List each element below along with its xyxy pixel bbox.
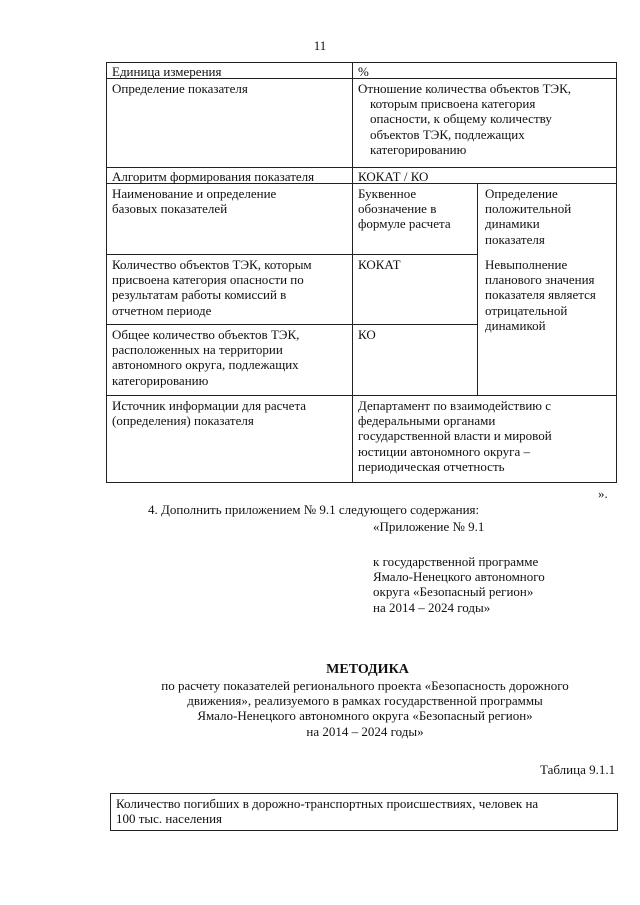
row1-code: КОКАТ (358, 257, 401, 272)
source-label: Источник информации для расчета (определения) показателя (112, 398, 307, 429)
base-label: Наименование и определение базовых показателей (112, 186, 277, 217)
closing-quote: ». (598, 486, 608, 501)
positive-header: Определение положительной динамики показателя (485, 186, 572, 247)
algorithm-value: КОКАТ / КО (358, 169, 429, 184)
appendix-title: «Приложение № 9.1 (373, 519, 485, 534)
row2-code: КО (358, 327, 376, 342)
unit-label: Единица измерения (112, 64, 222, 79)
method-title: МЕТОДИКА (326, 662, 409, 677)
method-lines: по расчету показателей регионального проекта «Безопасность дорожного движения», реализуемого в рамках государственной программы Ямало-Ненецкого автономного округа «Безопасный регион» на 2014 – 2024 годы» (161, 678, 569, 739)
page-number: 11 (313, 38, 327, 53)
definition-label: Определение показателя (112, 81, 248, 96)
row2-name: Общее количество объектов ТЭК, расположенных на территории автономного округа, подлежащих категорированию (112, 327, 300, 388)
unit-value: % (358, 64, 369, 79)
algorithm-label: Алгоритм формирования показателя (112, 169, 315, 184)
appendix-lines: к государственной программе Ямало-Ненецкого автономного округа «Безопасный регион» на 2014 – 2024 годы» (373, 554, 545, 615)
table-label: Таблица 9.1.1 (540, 762, 616, 777)
definition-value: Отношение количества объектов ТЭК, которым присвоена категория опасности, к общему количеству объектов ТЭК, подлежащих категорированию (358, 81, 572, 157)
positive-text: Невыполнение планового значения показателя является отрицательной динамикой (485, 257, 596, 333)
item-4-text: 4. Дополнить приложением № 9.1 следующего содержания: (148, 502, 480, 517)
fatalities-text: Количество погибших в дорожно-транспортных происшествиях, человек на 100 тыс. населения (116, 796, 539, 827)
letter-header: Буквенное обозначение в формуле расчета (358, 186, 451, 232)
source-value: Департамент по взаимодействию с федеральными органами государственной власти и мировой юстиции автономного округа – периодическая отчетность (358, 398, 552, 474)
row1-name: Количество объектов ТЭК, которым присвоена категория опасности по результатам работы комиссий в отчетном периоде (112, 257, 312, 318)
